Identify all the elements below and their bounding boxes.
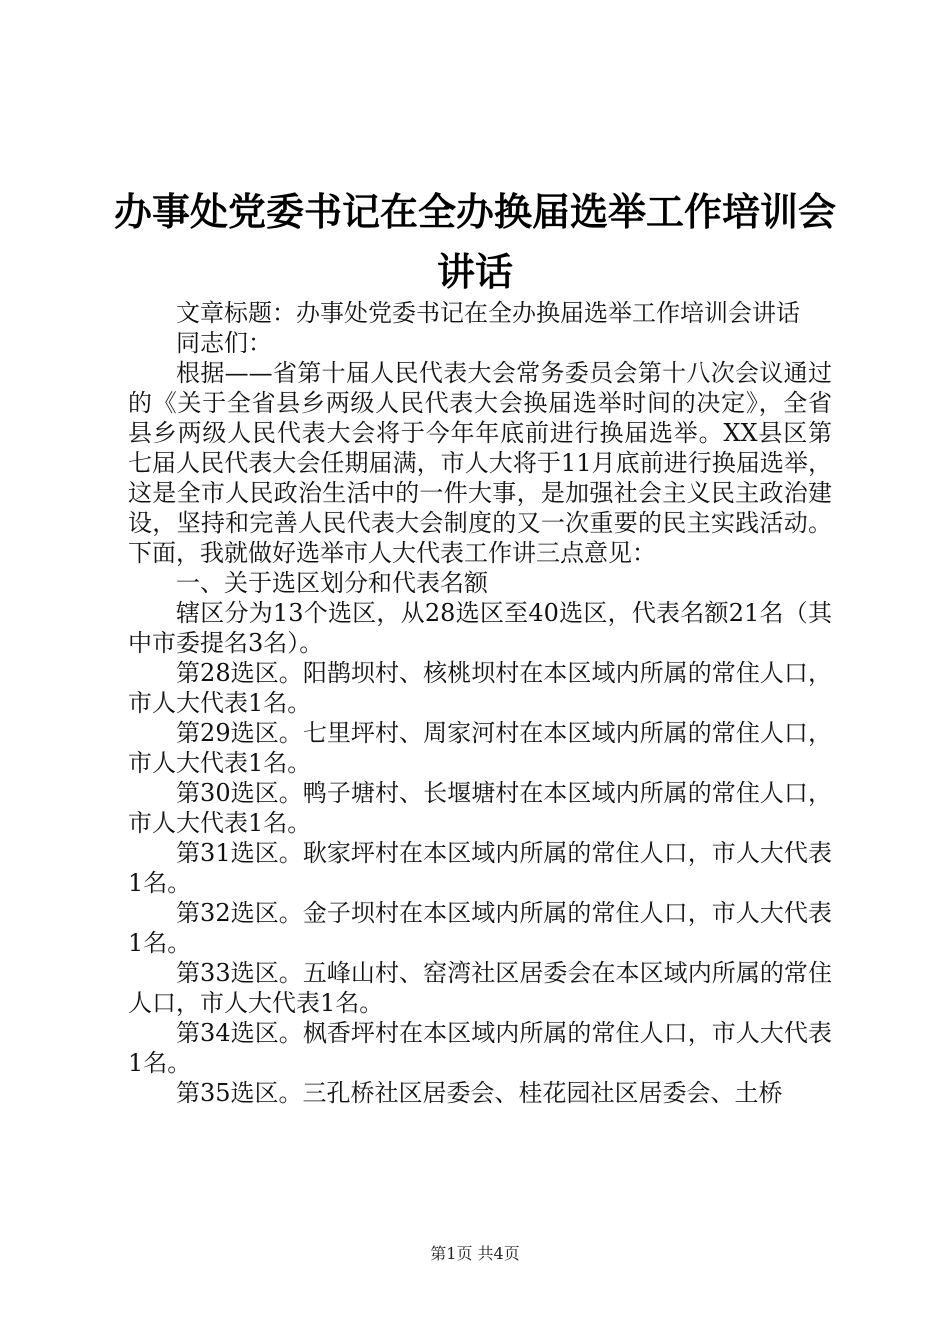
paragraph-district-31: 第31选区。耿家坪村在本区域内所属的常住人口，市人大代表1名。 [128,839,832,897]
paragraph-district-34: 第34选区。枫香坪村在本区域内所属的常住人口，市人大代表1名。 [128,1019,832,1077]
paragraph-district-28: 第28选区。阳鹊坝村、核桃坝村在本区域内所属的常住人口，市人大代表1名。 [128,659,832,717]
paragraph-district-32: 第32选区。金子坝村在本区域内所属的常住人口，市人大代表1名。 [128,899,832,957]
document-title: 办事处党委书记在全办换届选举工作培训会讲话 [113,190,836,294]
section-heading: 一、关于选区划分和代表名额 [176,569,488,597]
document-body [128,298,832,1108]
paragraph-district-35: 第35选区。三孔桥社区居委会、桂花园社区居委会、土桥 [176,1079,783,1107]
paragraph-districts-summary: 辖区分为13个选区，从28选区至40选区，代表名额21名（其中市委提名3名）。 [128,599,832,657]
paragraph-district-29: 第29选区。七里坪村、周家河村在本区域内所属的常住人口，市人大代表1名。 [128,719,832,777]
paragraph-article-title: 文章标题：办事处党委书记在全办换届选举工作培训会讲话 [176,299,800,327]
page-number-footer: 第1页 共4页 [430,1244,520,1263]
paragraph-district-30: 第30选区。鸭子塘村、长堰塘村在本区域内所属的常住人口，市人大代表1名。 [128,779,832,837]
paragraph-intro: 根据——省第十届人民代表大会常务委员会第十八次会议通过的《关于全省县乡两级人民代表大会换届选举时间的决定》，全省县乡两级人民代表大会将于今年年底前进行换届选举。XX县区第七届人民代表大会任期届满，市人大将于11月底前进行换届选举，这是全市人民政治生活中的一件大事，是加强社会主义民主政治建设，坚持和完善人民代表大会制度的又一次重要的民主实践活动。下面，我就做好选举市人大代表工作讲三点意见： [128,359,832,567]
paragraph-salutation: 同志们： [176,329,272,357]
paragraph-district-33: 第33选区。五峰山村、窑湾社区居委会在本区域内所属的常住人口，市人大代表1名。 [128,959,832,1017]
